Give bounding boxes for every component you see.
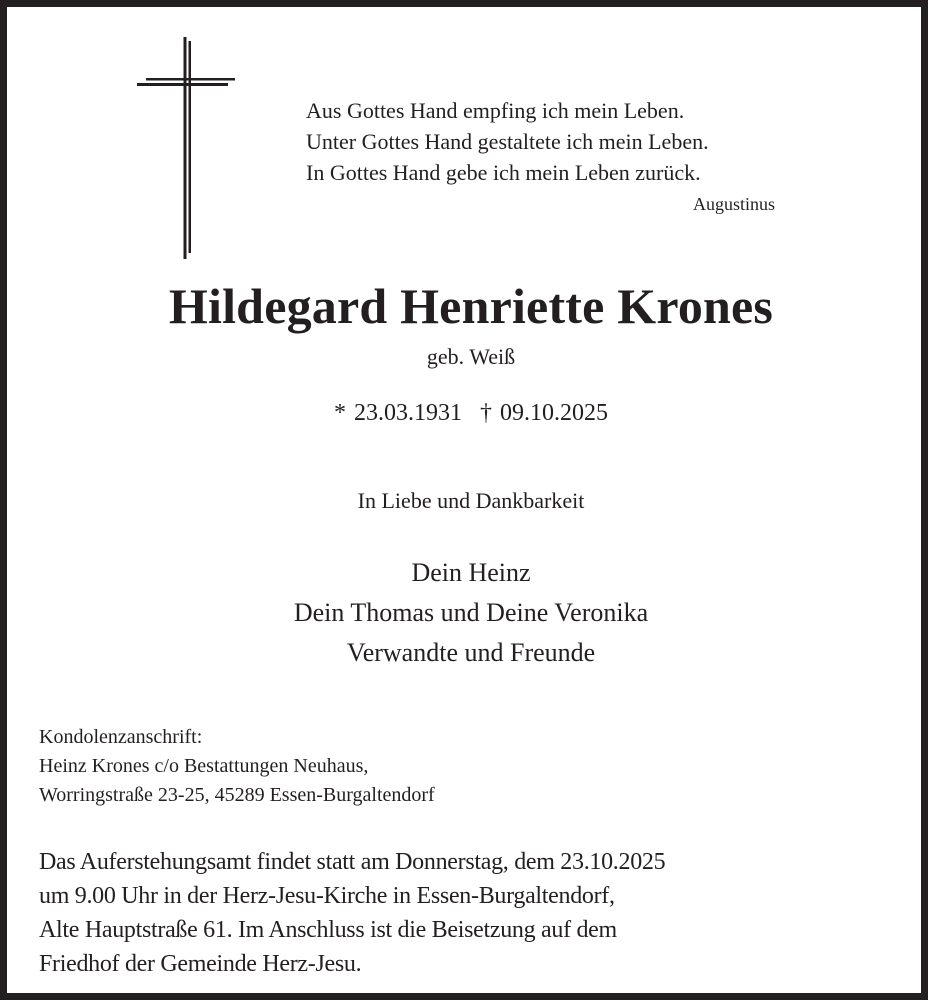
condolence-address — [39, 723, 435, 810]
maiden-name: geb. Weiß — [426, 344, 516, 369]
birth-date: * 23.03.1931 — [334, 400, 462, 426]
condolence-line: Worringstraße 23-25, 45289 Essen-Burgaltendorf — [39, 784, 435, 806]
dedication: In Liebe und Dankbarkeit — [357, 488, 585, 513]
death-date: † 09.10.2025 — [480, 400, 608, 426]
condolence-label: Kondolenzanschrift: — [39, 726, 203, 748]
condolence-line: Heinz Krones c/o Bestattungen Neuhaus, — [39, 755, 369, 777]
service-line: um 9.00 Uhr in der Herz-Jesu-Kirche in Essen-Burgaltendorf, — [39, 883, 615, 909]
service-line: Das Auferstehungsamt findet statt am Donnerstag, dem 23.10.2025 — [39, 849, 666, 875]
mourner: Dein Heinz — [411, 558, 531, 587]
mourners-list — [7, 553, 928, 673]
deceased-name: Hildegard Henriette Krones — [168, 278, 774, 334]
mourner: Verwandte und Freunde — [346, 638, 596, 667]
bible-verse — [306, 95, 709, 188]
life-dates — [7, 400, 928, 427]
service-line: Friedhof der Gemeinde Herz-Jesu. — [39, 951, 362, 977]
verse-line: In Gottes Hand gebe ich mein Leben zurück. — [306, 160, 701, 185]
service-details — [39, 845, 665, 981]
verse-line: Unter Gottes Hand gestaltete ich mein Leben. — [306, 129, 709, 154]
mourner: Dein Thomas und Deine Veronika — [293, 598, 649, 627]
verse-line: Aus Gottes Hand empfing ich mein Leben. — [306, 98, 685, 123]
verse-author: Augustinus — [693, 194, 776, 214]
service-line: Alte Hauptstraße 61. Im Anschluss ist die Beisetzung auf dem — [39, 917, 617, 943]
